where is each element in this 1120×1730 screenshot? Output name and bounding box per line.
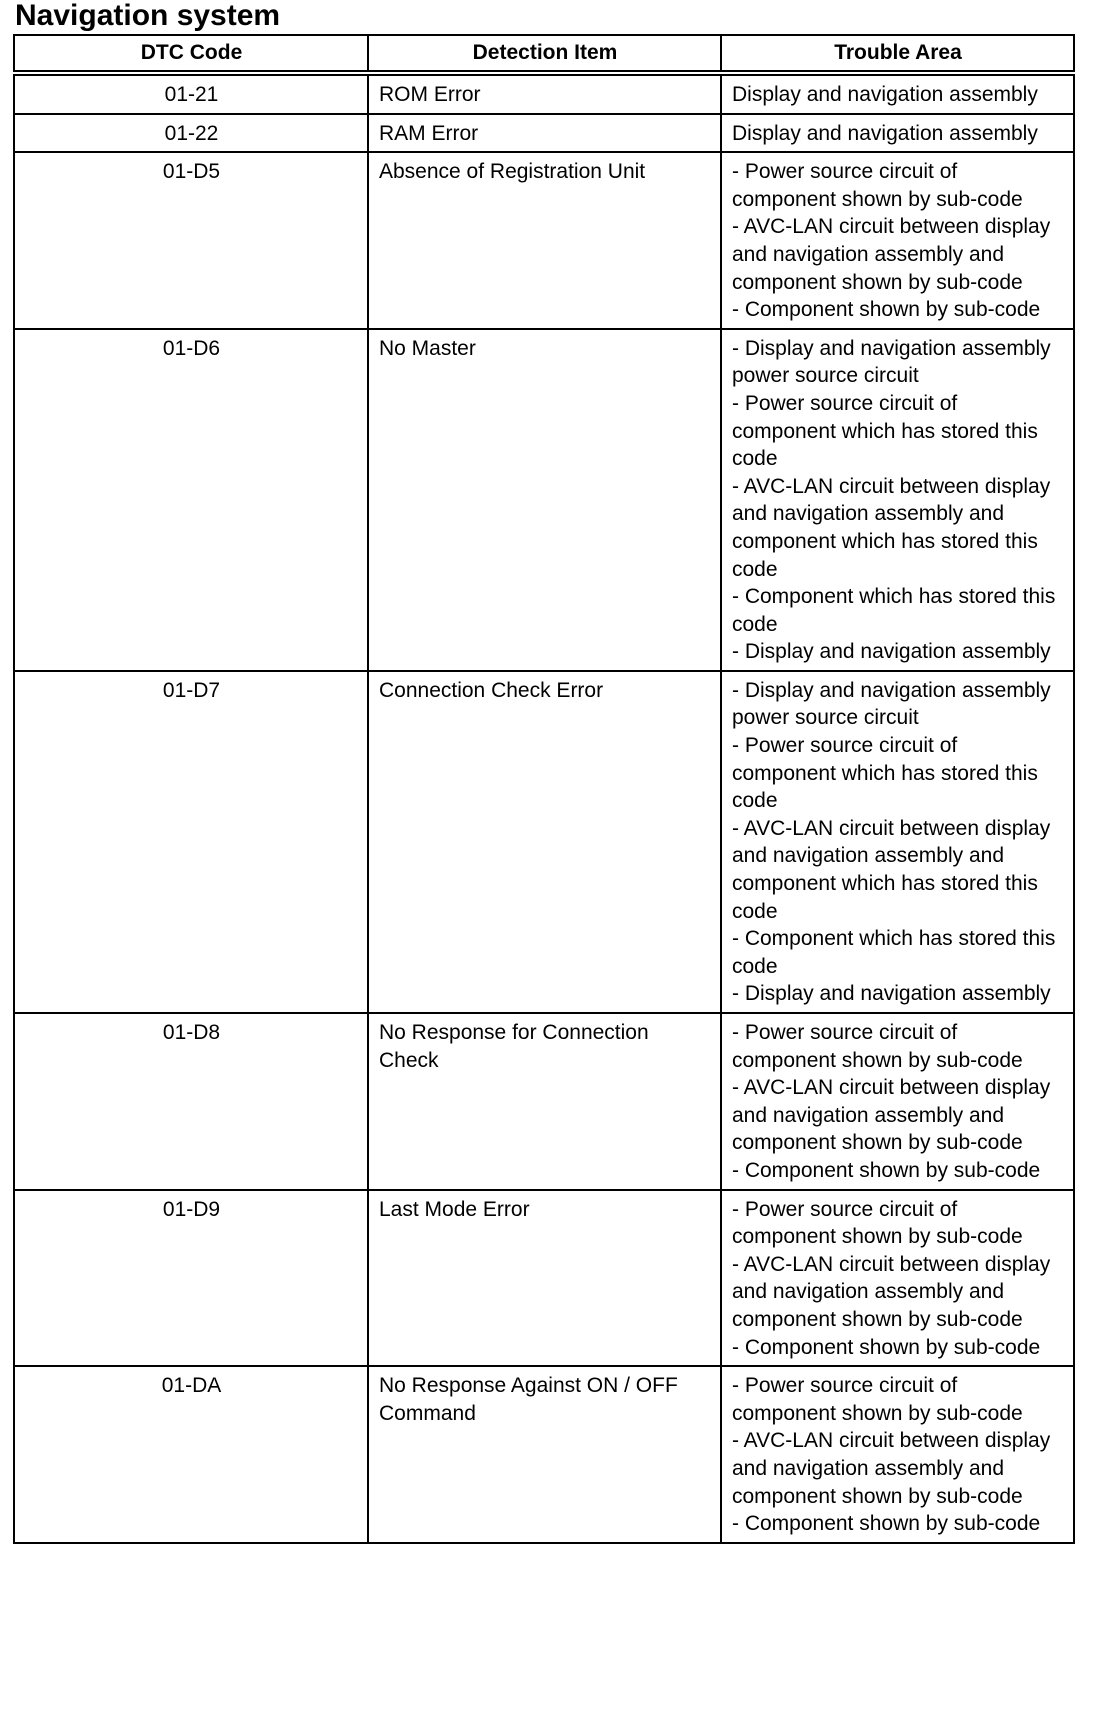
detection-item-cell: No Response Against ON / OFF Command (368, 1366, 721, 1543)
detection-item-cell: Last Mode Error (368, 1190, 721, 1367)
page-title: Navigation system (15, 0, 281, 32)
dtc-code-cell: 01-21 (14, 73, 368, 114)
trouble-area-entry: Display and navigation assembly (732, 83, 1038, 106)
header-detection-item: Detection Item (368, 35, 721, 73)
trouble-area-cell (721, 114, 1074, 153)
dtc-code-cell: 01-D5 (14, 152, 368, 329)
detection-item-cell: RAM Error (368, 114, 721, 153)
table-row (14, 1013, 1074, 1190)
trouble-area-entry: - Component shown by sub-code (732, 1158, 1041, 1182)
table-header-row (14, 35, 1074, 73)
table-row (14, 671, 1074, 1013)
trouble-area-entry: - Display and navigation assembly power source circuit (732, 336, 1051, 388)
trouble-area-entry: - Power source circuit of component which has stored this code (732, 391, 1038, 471)
trouble-area-entry: - Power source circuit of component shown by sub-code (732, 1197, 1023, 1249)
table-row (14, 114, 1074, 153)
trouble-area-cell (721, 1013, 1074, 1190)
trouble-area-entry: - Component shown by sub-code (732, 1335, 1041, 1359)
dtc-code-cell: 01-22 (14, 114, 368, 153)
trouble-area-entry: - Power source circuit of component shown by sub-code (732, 160, 1023, 211)
trouble-area-cell (721, 152, 1074, 329)
table-row (14, 152, 1074, 329)
table-body (14, 73, 1074, 1543)
header-dtc-code: DTC Code (14, 35, 368, 73)
dtc-code-cell: 01-D6 (14, 329, 368, 671)
trouble-area-entry: - Power source circuit of component shown by sub-code (732, 1021, 1023, 1072)
trouble-area-entry: - Display and navigation assembly power source circuit (732, 678, 1051, 730)
trouble-area-entry: - Display and navigation assembly (732, 982, 1051, 1006)
trouble-area-entry: - Component which has stored this code (732, 927, 1056, 978)
table-row (14, 73, 1074, 114)
trouble-area-entry: Display and navigation assembly (732, 121, 1038, 145)
table-row (14, 329, 1074, 671)
trouble-area-entry: - AVC-LAN circuit between display and navigation assembly and component shown by sub-code (732, 1076, 1051, 1155)
detection-item-cell: Absence of Registration Unit (368, 152, 721, 329)
trouble-area-entry: - AVC-LAN circuit between display and navigation assembly and component shown by sub-code (732, 215, 1051, 294)
trouble-area-entry: - AVC-LAN circuit between display and navigation assembly and component which has stored this code (732, 474, 1051, 581)
detection-item-cell: ROM Error (368, 73, 721, 114)
detection-item-cell: No Master (368, 329, 721, 671)
trouble-area-entry: - Display and navigation assembly (732, 640, 1051, 664)
trouble-area-entry: - AVC-LAN circuit between display and navigation assembly and component shown by sub-code (732, 1429, 1051, 1508)
trouble-area-entry: - AVC-LAN circuit between display and navigation assembly and component shown by sub-code (732, 1252, 1051, 1331)
trouble-area-cell (721, 1190, 1074, 1367)
dtc-code-cell: 01-DA (14, 1366, 368, 1543)
dtc-code-cell: 01-D7 (14, 671, 368, 1013)
trouble-area-entry: - Component shown by sub-code (732, 298, 1041, 322)
trouble-area-entry: - Power source circuit of component which has stored this code (732, 734, 1038, 813)
trouble-area-cell (721, 329, 1074, 671)
trouble-area-entry: - AVC-LAN circuit between display and navigation assembly and component which has stored this code (732, 816, 1051, 923)
dtc-code-cell: 01-D9 (14, 1190, 368, 1367)
trouble-area-entry: - Component shown by sub-code (732, 1512, 1041, 1536)
dtc-table (13, 34, 1075, 1544)
trouble-area-entry: - Component which has stored this code (732, 585, 1056, 636)
table-row (14, 1366, 1074, 1543)
dtc-code-cell: 01-D8 (14, 1013, 368, 1190)
trouble-area-cell (721, 671, 1074, 1013)
header-trouble-area: Trouble Area (721, 35, 1074, 73)
trouble-area-entry: - Power source circuit of component shown by sub-code (732, 1374, 1023, 1425)
table-row (14, 1190, 1074, 1367)
detection-item-cell: Connection Check Error (368, 671, 721, 1013)
trouble-area-cell (721, 73, 1074, 114)
detection-item-cell: No Response for Connection Check (368, 1013, 721, 1190)
trouble-area-cell (721, 1366, 1074, 1543)
